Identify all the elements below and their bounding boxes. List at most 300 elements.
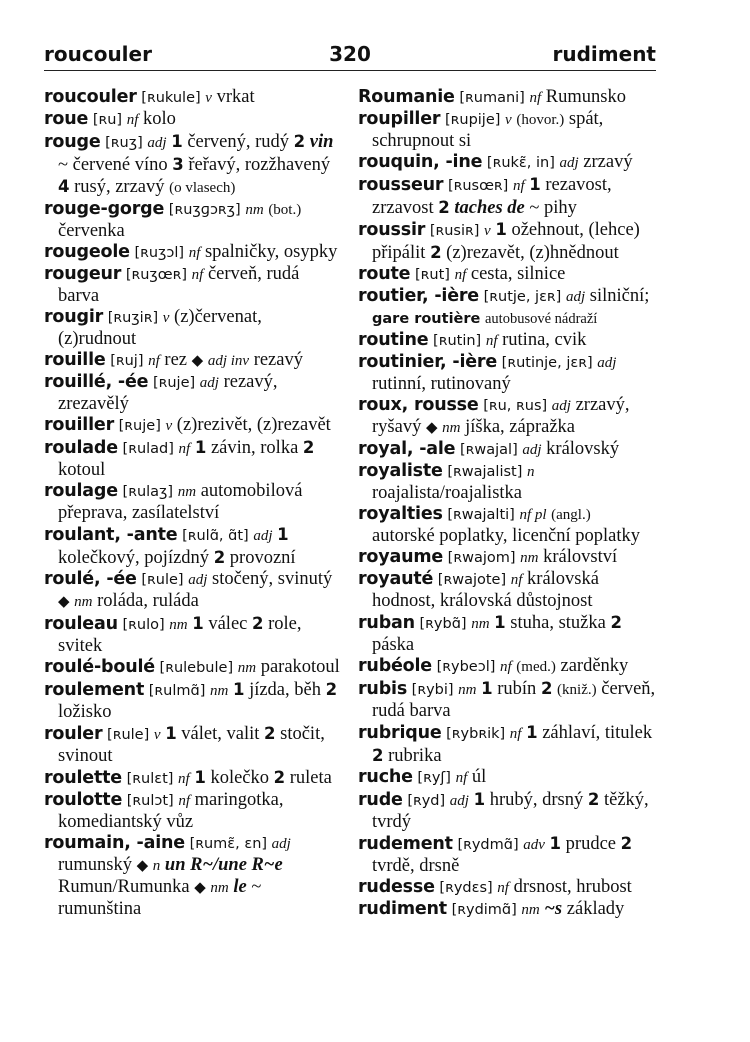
definition-text: rutinní, rutinovaný [372,374,511,394]
definition-text: autorské poplatky, licenční poplatky [372,526,641,546]
grammar-label: nf [497,880,509,896]
diamond-separator: ◆ [194,880,206,896]
grammar-label: adj [559,155,579,171]
dictionary-entry [44,87,344,109]
definition-text: tvrdě, drsně [372,856,460,876]
grammar-label: nm [177,484,197,500]
phonetic: [ʀusiʀ] [429,223,480,239]
sense-number: 2 [325,680,338,699]
grammar-label: nf [500,659,512,675]
sense-number: 1 [192,614,204,633]
headword: rudement [358,834,453,854]
grammar-label: nm [169,617,188,633]
definition-text: rezavý [249,350,303,370]
dictionary-entry [358,656,658,678]
sense-number: 1 [526,723,538,742]
definition-text: královský [541,439,620,459]
definition-text: maringotka, komediantský vůz [58,790,284,832]
definition-text: cesta, silnice [466,264,566,284]
grammar-label: v [205,90,212,106]
dictionary-entry [44,833,344,920]
sense-number: 2 [587,790,600,809]
dictionary-entry [358,722,658,767]
grammar-label: v [484,223,491,239]
definition-text: drsnost, hrubost [508,877,632,897]
headword: roulant, -ante [44,525,178,545]
sense-number: 1 [481,679,493,698]
dictionary-entry [358,330,658,352]
dictionary-entry [44,264,344,307]
grammar-label: nf [512,178,525,194]
phonetic: [ʀyʃ] [417,770,451,786]
phonetic: [ʀybɑ̃] [419,616,467,632]
sense-number: 2 [293,132,306,151]
definition-text: vrkat [211,87,255,107]
grammar-label: nf [178,793,190,809]
definition-text: hrubý, drsný [485,790,588,810]
definition-text: těžký, tvrdý [372,790,649,832]
definition-text: rusý, zrzavý [69,177,170,197]
definition-text: kolo [138,109,176,129]
grammar-label: nf [455,770,468,786]
sense-number: 2 [372,746,384,765]
sense-number: 2 [540,679,553,698]
headword: route [358,264,411,284]
phonetic: [ʀumɛ̃, ɛn] [189,836,268,852]
grammar-label: adj [449,793,469,809]
grammar-label: adj [199,375,219,391]
definition-text: červeň, rudá barva [372,679,656,721]
sense-number: 1 [194,768,206,787]
phonetic: [ʀukule] [141,90,201,106]
subentry-gloss: autobusové nádraží [484,311,598,327]
phonetic: [ʀwajal] [459,442,518,458]
definition-text: parakotoul [256,657,340,677]
headword: royaume [358,547,444,567]
phonetic: [ʀulebule] [159,660,234,676]
sense-number: 2 [213,548,226,567]
dictionary-entry [44,524,344,569]
dictionary-entry [358,109,658,152]
headword: roulotte [44,790,123,810]
dictionary-column-right [358,87,658,921]
headword: rudiment [358,899,447,919]
headword: routine [358,330,429,350]
dictionary-entry [44,723,344,767]
headword: rubrique [358,723,442,743]
sense-number: 1 [494,613,506,632]
headword: rouleau [44,614,118,634]
headword: rouille [44,350,106,370]
headword: rudesse [358,877,435,897]
headword: royal, -ale [358,439,456,459]
definition-text: záhlaví, titulek [537,723,653,743]
sense-number: 2 [438,198,450,217]
grammar-label: v [153,727,161,743]
sense-number: 2 [430,243,442,262]
diamond-separator: ◆ [191,353,204,369]
phonetic: [ʀu, ʀus] [483,398,548,414]
headword: rubéole [358,656,432,676]
grammar-label: nf [510,572,523,588]
grammar-label: nf [148,353,160,369]
phonetic: [ʀwajom] [447,550,516,566]
headword: roupiller [358,109,441,129]
sense-number: 2 [620,834,633,853]
phonetic: [ʀulad] [122,441,174,457]
definition-text: kolečko [205,768,274,788]
grammar-label: adj [551,398,571,414]
dictionary-entry [44,199,344,242]
grammar-label: nm [245,202,264,218]
grammar-label: nm [521,902,540,918]
phonetic: [ʀut] [414,267,450,283]
dictionary-entry [358,286,658,330]
grammar-label: adj [188,572,208,588]
definition-text: spalničky, osypky [200,242,338,262]
definition-text: zarděnky [555,656,629,676]
dictionary-entry [358,152,658,174]
subentry-phrase: gare routière [372,311,481,327]
sense-number: 2 [610,613,622,632]
definition-text: červený, rudý [182,132,294,152]
dictionary-entry [44,790,344,833]
grammar-label: adj [147,135,167,151]
usage-label: (o vlasech) [169,180,236,196]
dictionary-entry [358,264,658,286]
grammar-label: adj [522,442,542,458]
headword: roulement [44,680,145,700]
dictionary-entry [44,657,344,679]
dictionary-entry [44,372,344,415]
grammar-label: adj inv [207,353,250,369]
grammar-label: v [505,112,512,128]
phonetic: [ʀwajalti] [447,507,515,523]
definition-text: (z)rezavět, (z)hnědnout [441,243,619,263]
definition-text: ~ pihy [524,198,577,218]
headword: rouillé, -ée [44,372,149,392]
diamond-separator: ◆ [58,594,70,610]
grammar-label: nf [454,267,467,283]
definition-text: automobilová přeprava, zasílatelství [58,481,303,523]
phonetic: [ʀu] [92,112,123,128]
phonetic: [ʀuʒ] [105,135,143,151]
definition-text: jízda, běh [244,680,326,700]
phonetic: [ʀuʒiʀ] [107,310,159,326]
headword: roussir [358,220,426,240]
grammar-label: nf [188,245,201,261]
grammar-label: nf pl [519,507,547,523]
definition-text: královská hodnost, královská důstojnost [372,569,599,611]
headword: roue [44,109,89,129]
definition-text: zrzavý, ryšavý [372,395,630,437]
headword: roucouler [44,87,137,107]
example-phrase: le [233,877,247,897]
definition-text: základy [562,899,625,919]
definition-text: prudce [561,834,621,854]
phonetic: [ʀybeɔl] [436,659,496,675]
running-head-first-entry: roucouler [44,42,152,66]
headword: roulette [44,768,122,788]
dictionary-entry [44,437,344,481]
headword: rouiller [44,415,115,435]
definition-text: rez [159,350,192,370]
phonetic: [ʀutin] [433,333,482,349]
definition-text: zrzavý [578,152,633,172]
grammar-label: n [527,464,535,480]
dictionary-entry [358,899,658,921]
dictionary-entry [44,679,344,723]
dictionary-entry [44,350,344,372]
definition-text: silniční; [585,286,650,306]
dictionary-entry [358,833,658,877]
dictionary-entry [44,242,344,264]
sense-number: 1 [529,175,541,194]
sense-number: 1 [277,525,289,544]
headword: rouge [44,132,101,152]
header-divider [44,70,656,71]
phonetic: [ʀulaʒ] [122,484,174,500]
headword: ruban [358,613,415,633]
grammar-label: adj [597,355,617,371]
dictionary-entry [358,504,658,547]
phonetic: [ʀuʒɔl] [134,245,185,261]
grammar-label: nm [442,420,461,436]
grammar-label: nf [126,112,139,128]
headword: roumain, -aine [44,833,185,853]
dictionary-entry [358,174,658,219]
sense-number: 2 [302,438,315,457]
headword: routier, -ière [358,286,479,306]
definition-text: závin, rolka [206,438,303,458]
phonetic: [ʀutje, jɛʀ] [483,289,562,305]
phonetic: [ʀule] [141,572,184,588]
phonetic: [ʀutinje, jɛʀ] [501,355,593,371]
example-phrase: un R~/une R~e [164,855,283,875]
definition-text: rumunský [58,855,137,875]
headword: roux, rousse [358,395,479,415]
phonetic: [ʀumani] [459,90,525,106]
headword: ruche [358,767,413,787]
definition-text: Rumunsko [541,87,626,107]
definition-text: úl [467,767,487,787]
sense-number: 1 [495,220,507,239]
dictionary-entry [358,439,658,461]
sense-number: 1 [473,790,486,809]
sense-number: 1 [194,438,207,457]
dictionary-entry [358,395,658,439]
definition-text: provozní [225,548,296,568]
headword: rude [358,790,403,810]
dictionary-entry [358,461,658,504]
definition-text: stočit, svinout [58,724,325,766]
dictionary-entry [358,569,658,612]
phonetic: [ʀulɔt] [126,793,174,809]
definition-text: Rumun/Rumunka [58,877,195,897]
usage-label: (hovor.) [516,112,565,128]
grammar-label: nm [209,683,229,699]
headword: roulage [44,481,118,501]
headword: rouquin, -ine [358,152,483,172]
dictionary-entry [44,569,344,613]
dictionary-entry [44,415,344,437]
definition-text: ~ červené víno [58,155,173,175]
headword: rouler [44,724,103,744]
running-head-last-entry: rudiment [552,42,656,66]
definition-text: rubín [492,679,541,699]
definition-text: role, svitek [58,614,302,656]
grammar-label: nf [178,771,190,787]
diamond-separator: ◆ [425,420,438,436]
dictionary-column-left [44,87,344,920]
example-phrase: ~s [544,899,563,919]
usage-label: (angl.) [551,507,591,523]
phonetic: [ʀwajote] [437,572,507,588]
phonetic: [ʀuj] [110,353,144,369]
definition-text: (z)červenat, (z)rudnout [58,307,262,349]
phonetic: [ʀule] [107,727,150,743]
headword: rubis [358,679,408,699]
headword: roulé-boulé [44,657,155,677]
definition-text: válet, valit [176,724,265,744]
headword: rousseur [358,175,444,195]
definition-text: jíška, zápražka [460,417,576,437]
phonetic: [ʀuje] [152,375,196,391]
sense-number: 1 [232,680,245,699]
sense-number: 1 [549,834,562,853]
grammar-label: adv [523,837,545,853]
definition-text: páska [372,635,415,655]
dictionary-entry [358,612,658,656]
dictionary-entry [358,219,658,264]
headword: Roumanie [358,87,455,107]
sense-number: 4 [58,177,70,196]
definition-text: ožehnout, (lehce) připálit [372,220,640,263]
definition-text: kolečkový, pojízdný [58,548,214,568]
headword: rougir [44,307,104,327]
page-header [44,42,656,72]
definition-text: červenka [58,221,125,241]
dictionary-entry [358,877,658,899]
dictionary-entry [358,87,658,109]
phonetic: [ʀybi] [411,682,454,698]
dictionary-entry [358,678,658,722]
example-phrase: taches de [454,198,525,218]
phonetic: [ʀupije] [444,112,501,128]
definition-text: stočený, svinutý [207,569,333,589]
grammar-label: v [165,418,173,434]
phonetic: [ʀuje] [118,418,161,434]
definition-text: ložisko [58,702,112,722]
usage-label: (med.) [516,659,556,675]
sense-number: 2 [264,724,276,743]
phonetic: [ʀulɛt] [126,771,174,787]
dictionary-entry [358,767,658,789]
sense-number: 2 [273,768,286,787]
dictionary-entry [44,307,344,350]
grammar-label: nf [178,441,191,457]
dictionary-entry [358,789,658,833]
dictionary-entry [44,481,344,524]
sense-number: 1 [171,132,183,151]
phonetic: [ʀybʀik] [446,726,506,742]
grammar-label: nm [237,660,257,676]
definition-text: rutina, cvik [497,330,587,350]
grammar-label: nf [529,90,542,106]
phonetic: [ʀulɑ̃, ɑ̃t] [182,528,249,544]
definition-text: (z)rezivět, (z)rezavět [172,415,331,435]
phonetic: [ʀyd] [407,793,446,809]
grammar-label: nm [74,594,93,610]
phonetic: [ʀwajalist] [447,464,523,480]
grammar-label: nf [485,333,498,349]
phonetic: [ʀydimɑ̃] [451,902,517,918]
dictionary-entry [358,547,658,569]
grammar-label: nm [210,880,229,896]
usage-label: (kniž.) [557,682,597,698]
phonetic: [ʀuʒɡɔʀʒ] [168,202,241,218]
grammar-label: v [162,310,170,326]
headword: roulé, -ée [44,569,137,589]
grammar-label: nf [509,726,522,742]
definition-text: rezavý, zrezavělý [58,372,278,414]
headword: royalties [358,504,443,524]
sense-number: 2 [252,614,264,633]
phonetic: [ʀulo] [122,617,165,633]
definition-text: roajalista/roajalistka [372,483,522,503]
grammar-label: adj [565,289,586,305]
diamond-separator: ◆ [136,858,149,874]
grammar-label: adj [271,836,291,852]
dictionary-entry [358,352,658,395]
headword: rouge-gorge [44,199,165,219]
example-phrase: vin [309,132,334,152]
grammar-label: nf [191,267,204,283]
headword: royauté [358,569,434,589]
phonetic: [ʀuʒœʀ] [125,267,188,283]
grammar-label: nm [458,682,477,698]
definition-text: rubrika [383,746,442,766]
dictionary-entry [44,131,344,199]
sense-number: 3 [172,155,184,174]
phonetic: [ʀulmɑ̃] [148,683,206,699]
definition-text: rezavost, zrzavost [372,175,612,218]
dictionary-entry [44,613,344,657]
page-number: 320 [329,42,371,66]
headword: roulade [44,438,118,458]
grammar-label: nm [471,616,490,632]
headword: rougeole [44,242,130,262]
phonetic: [ʀukɛ̃, in] [486,155,555,171]
grammar-label: adj [253,528,273,544]
headword: royaliste [358,461,443,481]
definition-text: válec [203,614,252,634]
dictionary-entry [44,767,344,790]
sense-number: 1 [165,724,177,743]
definition-text: království [538,547,618,567]
grammar-label: nm [520,550,539,566]
phonetic: [ʀusœʀ] [447,178,509,194]
usage-label: (bot.) [268,202,302,218]
definition-text: roláda, ruláda [92,591,199,611]
definition-text: ruleta [285,768,332,788]
grammar-label: n [152,858,161,874]
definition-text: řeřavý, rozžhavený [183,155,331,175]
definition-text: stuha, stužka [505,613,611,633]
definition-text: kotoul [58,460,106,480]
headword: routinier, -ière [358,352,498,372]
definition-text: spát, schrupnout si [372,109,604,151]
